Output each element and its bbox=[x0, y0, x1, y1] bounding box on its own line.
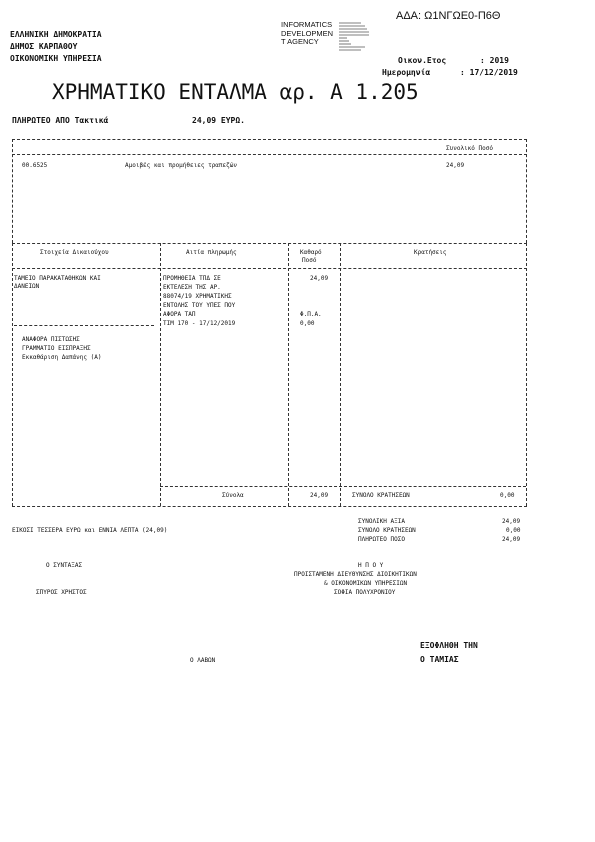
authority-name: ΣΟΦΙΑ ΠΟΛΥΧΡΟΝΙΟΥ bbox=[334, 589, 396, 596]
amount-in-words: ΕΙΚΟΣΙ ΤΕΣΣΕΡΑ ΕΥΡΩ και ΕΝΝΙΑ ΛΕΠΤΑ (24,09) bbox=[12, 527, 168, 534]
sums-row-divider bbox=[160, 486, 526, 487]
logo-line-2: DEVELOPMEN bbox=[281, 28, 334, 38]
reason-line-4: ΕΝΤΟΛΗΣ ΤΟΥ ΥΠΕΣ ΠΟΥ bbox=[163, 302, 236, 309]
reference-line-2: ΓΡΑΜΜΑΤΙΟ ΕΙΣΠΡΑΞΗΣ bbox=[22, 345, 91, 352]
table2-header-net-1: Καθαρό bbox=[300, 249, 322, 256]
vat-value: 0,00 bbox=[300, 320, 315, 327]
table2-right-border bbox=[526, 243, 527, 506]
authority-line-3: & ΟΙΚΟΝΟΜΙΚΩΝ ΥΠΗΡΕΣΙΩΝ bbox=[324, 580, 408, 587]
table2-header-reason: Αιτία πληρωμής bbox=[186, 249, 237, 256]
beneficiary-line-1: ΤΑΜΕΙΟ ΠΑΡΑΚΑΤΑΘΗΚΩΝ ΚΑΙ bbox=[14, 275, 101, 282]
table2-col-divider-2 bbox=[288, 243, 289, 506]
total-deductions-label: ΣΥΝΟΛΟ ΚΡΑΤΗΣΕΩΝ bbox=[358, 527, 416, 534]
paid-label: ΕΞΟΦΛΗΘΗ ΤΗΝ bbox=[420, 641, 478, 650]
authority-line-1: Η Π Ο Υ bbox=[358, 562, 384, 569]
payable-from-label: ΠΛΗΡΩΤΕΟ ΑΠΟ Τακτικά bbox=[12, 116, 109, 125]
date-label: Ημερομηνία bbox=[382, 68, 431, 77]
logo-line-3: T AGENCY bbox=[281, 37, 319, 46]
total-deductions-amount: 0,00 bbox=[506, 527, 521, 534]
total-value-amount: 24,09 bbox=[502, 518, 521, 525]
logo-fine-print-graphic bbox=[339, 21, 371, 53]
receiver-label: Ο ΛΑΒΩΝ bbox=[190, 657, 216, 664]
table2-col-divider-1 bbox=[160, 243, 161, 506]
table2-header-beneficiary: Στοιχεία Δικαιούχου bbox=[40, 249, 109, 256]
table1-top-border bbox=[12, 139, 527, 140]
table1-account-code: 00.6525 bbox=[22, 162, 48, 169]
beneficiary-line-2: ΔΑΝΕΙΩΝ bbox=[14, 283, 40, 290]
payable-amount: 24,09 ΕΥΡΩ. bbox=[192, 116, 245, 125]
table1-header-divider bbox=[12, 154, 527, 155]
fiscal-year-label: Οικον.Ετος bbox=[398, 56, 447, 65]
compiler-title: Ο ΣΥΝΤΑΞΑΣ bbox=[46, 562, 83, 569]
table2-top-border bbox=[12, 243, 527, 244]
header-line-service: ΟΙΚΟΝΟΜΙΚΗ ΥΠΗΡΕΣΙΑ bbox=[10, 54, 102, 63]
table1-amount: 24,09 bbox=[446, 162, 465, 169]
table2-bottom-border bbox=[12, 506, 527, 507]
reason-line-3: 88074/19 ΧΡΗΜΑΤΙΚΗΣ bbox=[163, 293, 232, 300]
reference-line-1: ΑΝΑΦΟΡΑ ΠΙΣΤΩΣΗΣ bbox=[22, 336, 80, 343]
reason-line-6: ΤΙΜ 170 - 17/12/2019 bbox=[163, 320, 236, 327]
vat-label: Φ.Π.Α. bbox=[300, 311, 322, 318]
reason-line-2: ΕΚΤΕΛΕΣΗ ΤΗΣ ΑΡ. bbox=[163, 284, 221, 291]
sums-amount: 24,09 bbox=[310, 492, 329, 499]
header-line-municipality: ΔΗΜΟΣ ΚΑΡΠΑΘΟΥ bbox=[10, 42, 78, 51]
beneficiary-divider bbox=[14, 325, 154, 326]
deductions-total-label: ΣΥΝΟΛΟ ΚΡΑΤΗΣΕΩΝ bbox=[352, 492, 410, 499]
header-line-republic: ΕΛΛΗΝΙΚΗ ΔΗΜΟΚΡΑΤΙΑ bbox=[10, 30, 102, 39]
sums-label: Σύνολα bbox=[222, 492, 244, 499]
informatics-logo bbox=[281, 21, 371, 51]
table2-header-deductions: Κρατήσεις bbox=[414, 249, 447, 256]
cashier-label: Ο ΤΑΜΙΑΣ bbox=[420, 655, 459, 664]
table2-header-net-2: Ποσό bbox=[302, 257, 317, 264]
table2-header-divider bbox=[12, 268, 527, 269]
fiscal-year-value: : 2019 bbox=[480, 56, 509, 65]
table2-col-divider-3 bbox=[340, 243, 341, 506]
compiler-name: ΣΠΥΡΟΣ ΧΡΗΣΤΟΣ bbox=[36, 589, 87, 596]
net-amount: 24,09 bbox=[310, 275, 329, 282]
payable-total-amount: 24,09 bbox=[502, 536, 521, 543]
document-title: ΧΡΗΜΑΤΙΚΟ ΕΝΤΑΛΜΑ αρ. Α 1.205 bbox=[52, 80, 419, 104]
total-value-label: ΣΥΝΟΛΙΚΗ ΑΞΙΑ bbox=[358, 518, 405, 525]
table1-description: Αμοιβές και προμήθειες τραπεζών bbox=[125, 162, 237, 169]
reason-line-5: ΑΦΟΡΑ ΤΑΠ bbox=[163, 311, 196, 318]
table2-left-border bbox=[12, 243, 13, 506]
table1-header-total: Συνολικό Ποσό bbox=[446, 145, 493, 152]
payable-total-label: ΠΛΗΡΩΤΕΟ ΠΟΣΟ bbox=[358, 536, 405, 543]
deductions-total-value: 0,00 bbox=[500, 492, 515, 499]
reference-line-3: Εκκαθάριση Δαπάνης (Α) bbox=[22, 354, 102, 361]
ada-code: ΑΔΑ: Ω1ΝΓΩΕ0-Π6Θ bbox=[396, 10, 501, 22]
logo-line-1: INFORMATICS bbox=[281, 20, 333, 29]
reason-line-1: ΠΡΟΜΗΘΕΙΑ ΤΠΔ ΣΕ bbox=[163, 275, 221, 282]
date-value: : 17/12/2019 bbox=[460, 68, 518, 77]
authority-line-2: ΠΡΟΙΣΤΑΜΕΝΗ ΔΙΕΥΘΥΝΣΗΣ ΔΙΟΙΚΗΤΙΚΩΝ bbox=[294, 571, 417, 578]
